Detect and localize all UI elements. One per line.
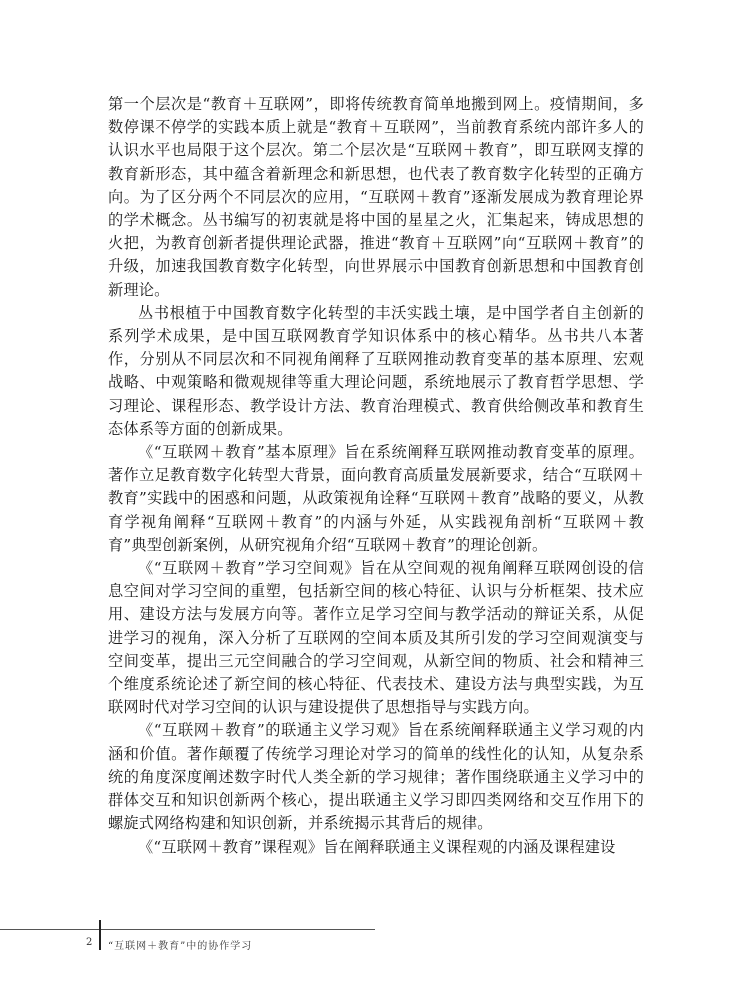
page-body [108,93,644,859]
paragraph-2: 丛书根植于中国教育数字化转型的丰沃实践土壤，是中国学者自主创新的系列学术成果，是中国互联网教育学知识体系中的核心精华。丛书共八本著作，分别从不同层次和不同视角阐释了互联网推动教育变革的基本原理、宏观战略、中观策略和微观规律等重大理论问题，系统地展示了教育哲学思想、学习理论、课程形态、教学设计方法、教育治理模式、教育供给侧改革和教育生态体系等方面的创新成果。 [108,303,644,438]
footer-divider-bar [99,920,101,950]
paragraph-6: 《“互联网＋教育”课程观》旨在阐释联通主义课程观的内涵及课程建设 [138,837,616,856]
running-title: “互联网＋教育”中的协作学习 [108,941,253,952]
paragraph-1: 第一个层次是“教育＋互联网”，即将传统教育简单地搬到网上。疫情期间，多数停课不停学的实践本质上就是“教育＋互联网”，当前教育系统内部许多人的认识水平也局限于这个层次。第二个层次是“互联网＋教育”，即互联网支撑的教育新形态，其中蕴含着新理念和新思想，也代表了教育数字化转型的正确方向。为了区分两个不同层次的应用，“互联网＋教育”逐渐发展成为教育理论界的学术概念。丛书编写的初衷就是将中国的星星之火，汇集起来，铸成思想的火把，为教育创新者提供理论武器，推进“教育＋互联网”向“互联网＋教育”的升级，加速我国教育数字化转型，向世界展示中国教育创新思想和中国教育创新理论。 [108,95,644,299]
paragraph-3: 《“互联网＋教育”基本原理》旨在系统阐释互联网推动教育变革的原理。著作立足教育数字化转型大背景，面向教育高质量发展新要求，结合“互联网＋教育”实践中的困惑和问题，从政策视角诠释“互联网＋教育”战略的要义，从教育学视角阐释“互联网＋教育”的内涵与外延，从实践视角剖析“互联网＋教育”典型创新案例，从研究视角介绍“互联网＋教育”的理论创新。 [108,443,644,554]
page-number: 2 [86,937,93,948]
paragraph-4: 《“互联网＋教育”学习空间观》旨在从空间观的视角阐释互联网创设的信息空间对学习空间的重塑，包括新空间的核心特征、认识与分析框架、技术应用、建设方法与发展方向等。著作立足学习空间与教学活动的辩证关系，从促进学习的视角，深入分析了互联网的空间本质及其所引发的学习空间观演变与空间变革，提出三元空间融合的学习空间观，从新空间的物质、社会和精神三个维度系统论述了新空间的核心特征、代表技术、建设方法与典型实践，为互联网时代对学习空间的认识与建设提供了思想指导与实践方向。 [108,559,644,717]
paragraph-5: 《“互联网＋教育”的联通主义学习观》旨在系统阐释联通主义学习观的内涵和价值。著作颠覆了传统学习理论对学习的简单的线性化的认知，从复杂系统的角度深度阐述数字时代人类全新的学习规律；著作围绕联通主义学习中的群体交互和知识创新两个核心，提出联通主义学习即四类网络和交互作用下的螺旋式网络构建和知识创新，并系统揭示其背后的规律。 [108,721,644,833]
footer-rule [0,929,375,930]
